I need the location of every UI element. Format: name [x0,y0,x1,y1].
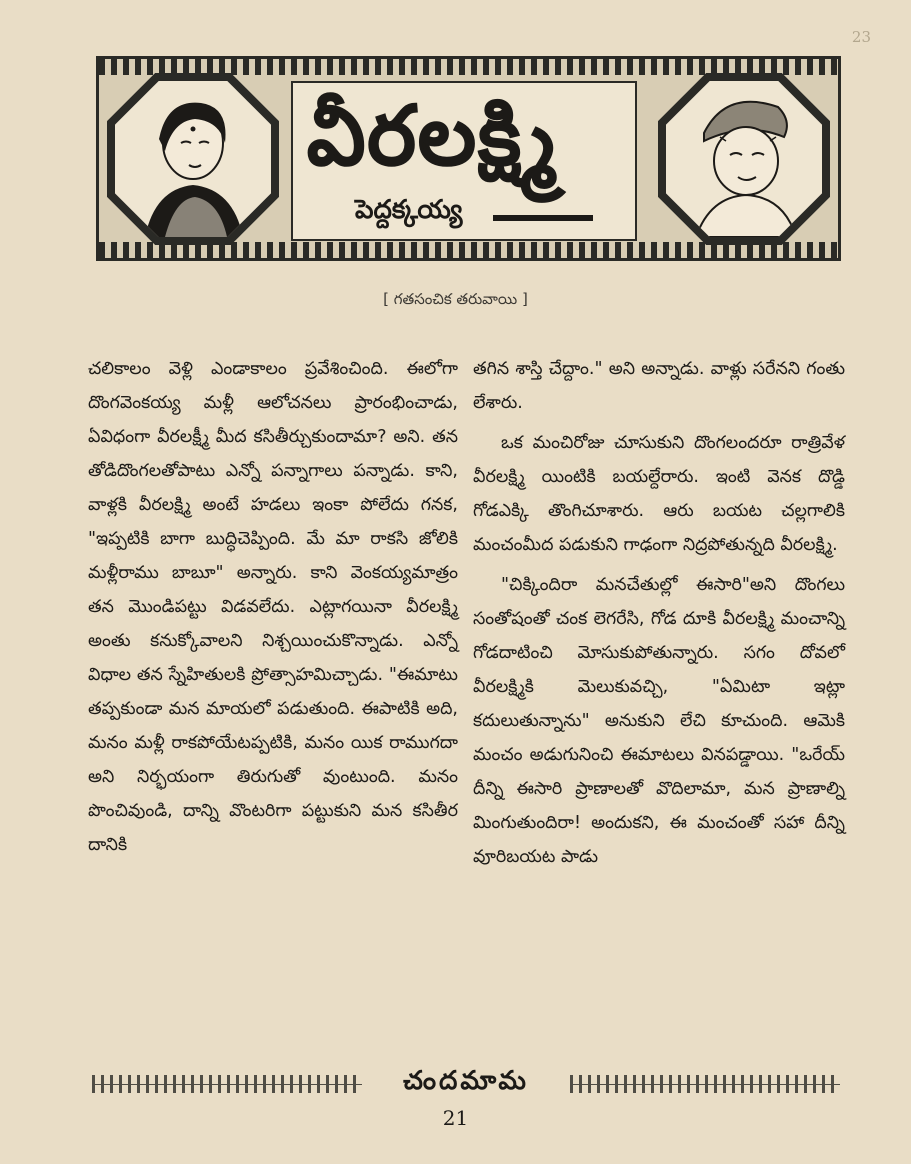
corner-mark: 23 [851,28,871,46]
title-underline [493,215,593,221]
story-title: వీరలక్ష్మి [307,89,558,184]
title-box [291,81,637,241]
paragraph: చలికాలం వెళ్లి ఎండాకాలం ప్రవేశించింది. ఈలోగా దొంగవెంకయ్య మళ్లీ ఆలోచనలు ప్రారంభించాడు, ఏవిధంగా వీరలక్ష్మీ మీద కసితీర్చుకుందామా? అని. తన తోడిదొంగలతోపాటు ఎన్నో పన్నాగాలు పన్నాడు. కాని, వాళ్లకి వీరలక్ష్మి అంటే హడలు ఇంకా పోలేదు గనక, "ఇప్పటికి బాగా బుద్ధిచెప్పింది. మే మా రాకసి జోలికి మళ్లీరాము బాబూ" అన్నారు. కాని వెంకయ్యమాత్రం తన మొండిపట్టు విడవలేదు. ఎట్లాగయినా వీరలక్ష్మి అంతు కనుక్కోవాలని నిశ్చయించుకొన్నాడు. ఎన్నో విధాల తన స్నేహితులకి ప్రోత్సాహమిచ్చాడు. "ఈమాటు తప్పకుండా మన మాయలో పడుతుంది. ఈపాటికి అది, మనం మళ్లీ రాకపోయేటప్పటికి, మనం యిక రాముగదా అని నిర్భయంగా తిరుగుతో వుంటుంది. మనం పొంచివుండి, దాన్ని వొంటరిగా పట్టుకుని మన కసితీర దానికి [88,359,458,855]
banner-border-top [99,59,838,75]
continuation-note: [ గతసంచిక తరువాయి ] [383,290,528,308]
paragraph: తగిన శాస్తి చేద్దాం." అని అన్నాడు. వాళ్లు సరేనని గంతు లేశారు. [473,359,845,413]
paragraph: "చిక్కిందిరా మనచేతుల్లో ఈసారి"అని దొంగలు సంతోషంతో చంక లెగరేసి, గోడ దూకి వీరలక్ష్మి మంచాన్ని గోడదాటించి మోసుకుపోతున్నారు. సగం దోవలో వీరలక్ష్మికి మెలుకువచ్చి, "ఏమిటా ఇట్లా కదులుతున్నాను" అనుకుని లేచి కూచుంది. ఆమెకి మంచం అడుగునించి ఈమాటలు వినపడ్డాయి. "ఒరేయ్ దీన్ని ఈసారి ప్రాణాలతో వొదిలామా, మన ప్రాణాల్ని మింగుతుందిరా! అందుకని, ఈ మంచంతో సహా దీన్ని వూరిబయట పాడు [473,575,845,867]
footer-band [92,1068,840,1100]
footer-ornament-left [92,1075,362,1093]
right-column [473,352,845,874]
magazine-name: చందమామ [403,1066,529,1096]
old-man-portrait-image [658,73,830,245]
left-column [88,352,458,862]
footer-ornament-right [570,1075,840,1093]
title-banner [96,56,841,261]
story-subtitle: పెద్దక్కయ్య [355,195,463,225]
woman-portrait-image [107,73,279,245]
page-number: 21 [442,1106,469,1130]
paragraph: ఒక మంచిరోజు చూసుకుని దొంగలందరూ రాత్రివేళ వీరలక్ష్మి యింటికి బయల్దేరారు. ఇంటి వెనక దొడ్డి గోడఎక్కి తొంగిచూశారు. ఆరు బయట చల్లగాలికి మంచంమీద పడుకుని గాఢంగా నిద్రపోతున్నది వీరలక్ష్మి. [473,433,845,555]
